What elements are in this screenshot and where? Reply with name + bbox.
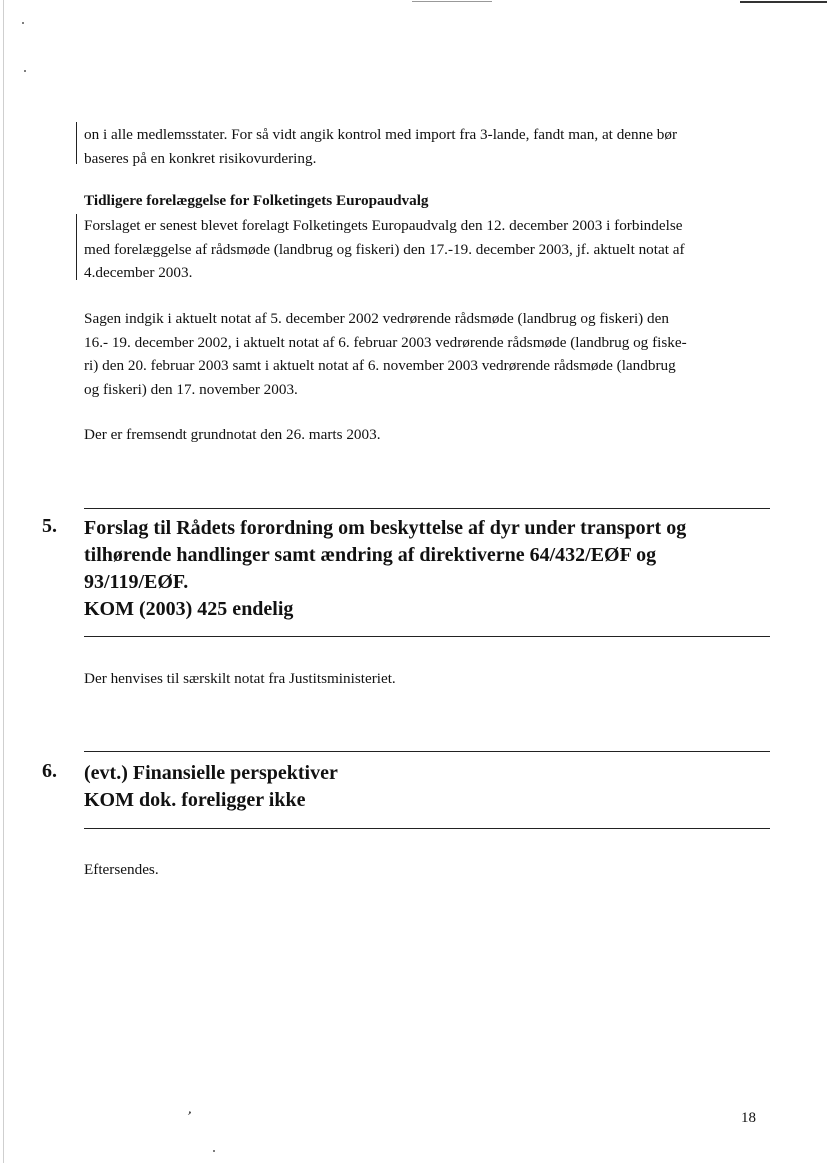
section-title-line: 93/119/EØF.	[84, 571, 189, 593]
section-title	[84, 515, 764, 623]
section-number: 6.	[42, 760, 57, 782]
text-line: on i alle medlemsstater. For så vidt angik kontrol med import fra 3-lande, fandt man, at denne bør	[84, 126, 678, 143]
scan-dot	[213, 1150, 215, 1152]
section-divider	[84, 636, 770, 637]
section-divider	[84, 508, 770, 509]
section-title-line: tilhørende handlinger samt ændring af direktiverne 64/432/EØF og	[84, 544, 657, 566]
text-line: 16.- 19. december 2002, i aktuelt notat af 6. februar 2003 vedrørende rådsmøde (landbrug og fiske-	[84, 333, 687, 351]
scan-edge-line	[3, 0, 4, 1163]
section-title-line: (evt.) Finansielle perspektiver	[84, 762, 338, 784]
scan-dot	[22, 22, 24, 24]
text-line: Forslaget er senest blevet forelagt Folketingets Europaudvalg den 12. december 2003 i forbindelse	[84, 217, 683, 234]
section-divider	[84, 828, 770, 829]
text-line: og fiskeri) den 17. november 2003.	[84, 380, 298, 398]
prior-submission-paragraph	[84, 214, 764, 285]
section-title-line: KOM (2003) 425 endelig	[84, 598, 294, 620]
section-body: Der henvises til særskilt notat fra Justitsministeriet.	[84, 670, 396, 687]
section-body: Eftersendes.	[84, 861, 159, 878]
text-line: ri) den 20. februar 2003 samt i aktuelt notat af 6. november 2003 vedrørende rådsmøde (landbrug	[84, 357, 676, 374]
section-title-line: Forslag til Rådets forordning om beskyttelse af dyr under transport og	[84, 517, 687, 539]
page-number: 18	[741, 1110, 756, 1126]
text-line: baseres på en konkret risikovurdering.	[84, 149, 317, 167]
pen-mark: ,	[186, 1101, 196, 1118]
text-line: 4.december 2003.	[84, 264, 193, 281]
section-divider	[84, 751, 770, 752]
text-line: Sagen indgik i aktuelt notat af 5. december 2002 vedrørende rådsmøde (landbrug og fiskeri) den	[84, 310, 669, 327]
section-number: 5.	[42, 515, 57, 537]
change-bar	[76, 122, 77, 164]
text-line: med forelæggelse af rådsmøde (landbrug og fiskeri) den 17.-19. december 2003, jf. aktuelt notat af	[84, 240, 685, 258]
basic-note-text: Der er fremsendt grundnotat den 26. marts 2003.	[84, 426, 381, 443]
continuation-paragraph	[84, 123, 764, 170]
history-paragraph	[84, 307, 764, 401]
scan-dot	[24, 70, 26, 72]
scan-top-line	[412, 1, 492, 2]
change-bar	[76, 214, 77, 280]
section-title	[84, 760, 764, 814]
section-title-line: KOM dok. foreligger ikke	[84, 789, 306, 811]
prior-submission-heading: Tidligere forelæggelse for Folketingets Europaudvalg	[84, 192, 429, 209]
scan-top-line-right	[740, 1, 827, 3]
